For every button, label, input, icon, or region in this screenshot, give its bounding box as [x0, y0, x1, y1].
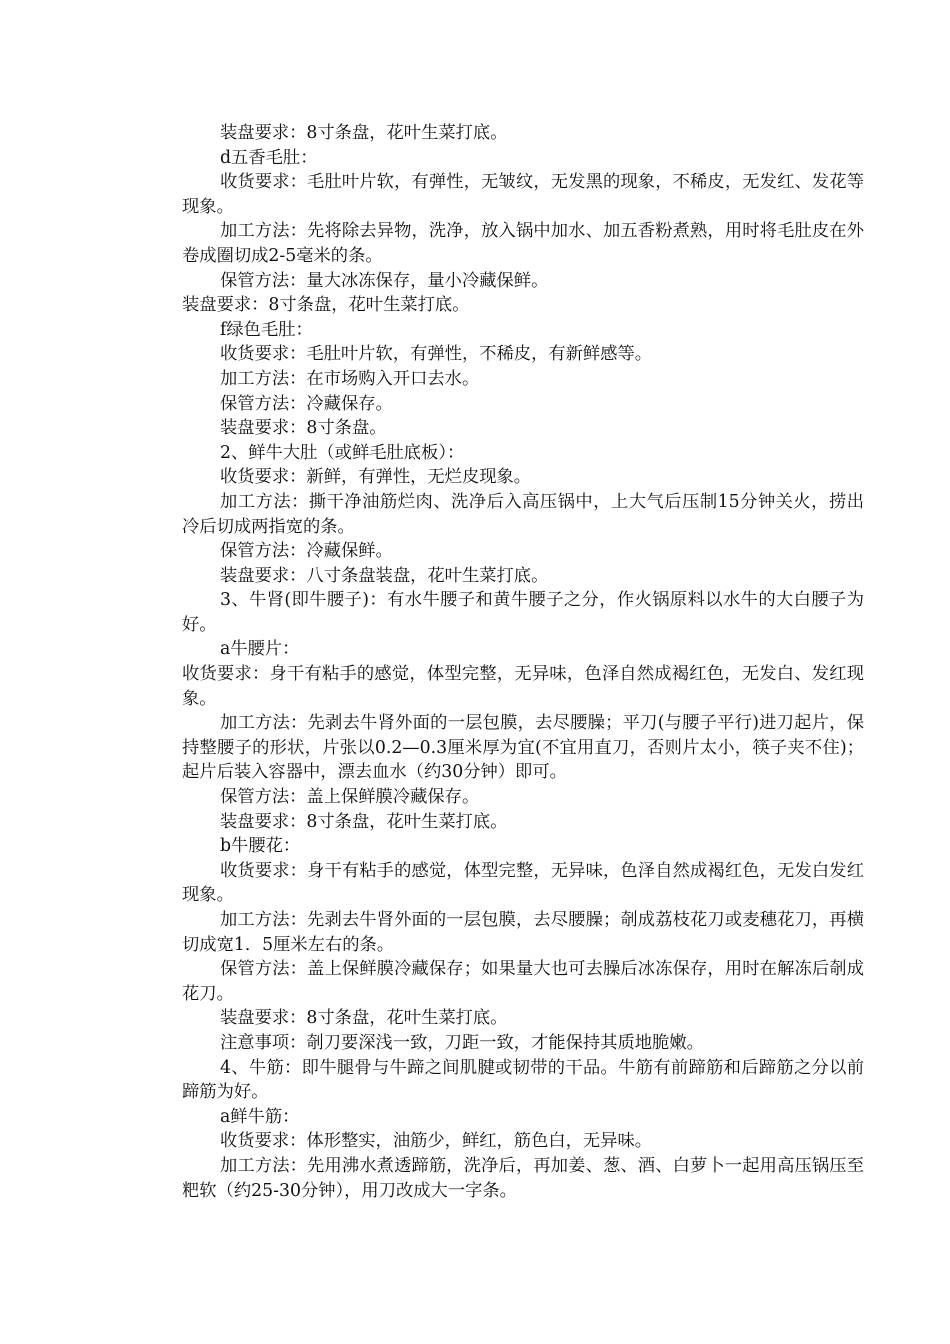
paragraph: 加工方法：先剥去牛肾外面的一层包膜，去尽腰臊；剞成荔枝花刀或麦穗花刀，再横切成宽1．5厘米左右的条。	[182, 910, 864, 955]
paragraph: 收货要求：体形整实，油筋少，鲜红，筋色白，无异味。	[220, 1131, 653, 1152]
paragraph: 4、牛筋：即牛腿骨与牛蹄之间肌腱或韧带的干品。牛筋有前蹄筋和后蹄筋之分以前蹄筋为好。	[182, 1057, 864, 1103]
paragraph: 保管方法：盖上保鲜膜冷藏保存。	[220, 787, 480, 808]
paragraph: a牛腰片：	[220, 639, 300, 660]
paragraph: 保管方法：冷藏保存。	[220, 393, 393, 414]
paragraph: 装盘要求：8寸条盘。	[220, 418, 387, 439]
paragraph: 保管方法：盖上保鲜膜冷藏保存；如果量大也可去臊后冰冻保存，用时在解冻后剞成花刀。	[182, 959, 864, 1004]
paragraph: 加工方法：在市场购入开口去水。	[220, 368, 480, 389]
paragraph: a鲜牛筋：	[220, 1106, 300, 1127]
paragraph: 3、牛肾(即牛腰子)：有水牛腰子和黄牛腰子之分，作火锅原料以水牛的大白腰子为好。	[182, 590, 864, 635]
paragraph: 收货要求：新鲜，有弹性，无烂皮现象。	[220, 467, 532, 488]
paragraph: f绿色毛肚：	[220, 319, 313, 340]
paragraph: 加工方法：先将除去异物，洗净，放入锅中加水、加五香粉煮熟，用时将毛肚皮在外卷成圈切成2-5毫米的条。	[182, 221, 864, 266]
paragraph: 装盘要求：8寸条盘，花叶生菜打底。	[220, 123, 508, 143]
paragraph: 装盘要求：8寸条盘，花叶生菜打底。	[220, 811, 508, 832]
paragraph: d五香毛肚：	[220, 147, 318, 168]
paragraph: 加工方法：撕干净油筋烂肉、洗净后入高压锅中，上大气后压制15分钟关火，捞出冷后切成两指宽的条。	[182, 491, 864, 537]
paragraph: 加工方法：先用沸水煮透蹄筋，洗净后，再加姜、葱、酒、白萝卜一起用高压锅压至粑软（约25-30分钟），用刀改成大一字条。	[182, 1155, 864, 1201]
paragraph: 加工方法：先剥去牛肾外面的一层包膜，去尽腰臊；平刀(与腰子平行)进刀起片，保持整腰子的形状，片张以0.2—0.3厘米厚为宜(不宜用直刀，否则片太小，筷子夹不住)；起片后装入容器中，漂去血水（约30分钟）即可。	[182, 713, 864, 783]
paragraph: 收货要求：身干有粘手的感觉，体型完整，无异味，色泽自然成褐红色，无发白、发红现象。	[182, 664, 864, 709]
paragraph: 保管方法：冷藏保鲜。	[220, 541, 393, 562]
paragraph: 注意事项：剞刀要深浅一致，刀距一致，才能保持其质地脆嫩。	[220, 1032, 704, 1053]
paragraph: 2、鲜牛大肚（或鲜毛肚底板）：	[220, 442, 465, 463]
paragraph: 装盘要求：八寸条盘装盘，花叶生菜打底。	[220, 565, 549, 586]
paragraph: 收货要求：身干有粘手的感觉，体型完整，无异味，色泽自然成褐红色，无发白发红现象。	[182, 860, 864, 906]
paragraph: 装盘要求：8寸条盘，花叶生菜打底。	[182, 295, 470, 316]
paragraph: 收货要求：毛肚叶片软，有弹性，无皱纹，无发黑的现象，不稀皮，无发红、发花等现象。	[182, 172, 864, 217]
paragraph: 收货要求：毛肚叶片软，有弹性，不稀皮，有新鲜感等。	[220, 344, 653, 365]
paragraph: b牛腰花：	[220, 836, 301, 857]
paragraph: 装盘要求：8寸条盘，花叶生菜打底。	[220, 1008, 508, 1029]
document-page	[182, 121, 864, 1203]
paragraph: 保管方法：量大冰冻保存，量小冷藏保鲜。	[220, 270, 549, 291]
